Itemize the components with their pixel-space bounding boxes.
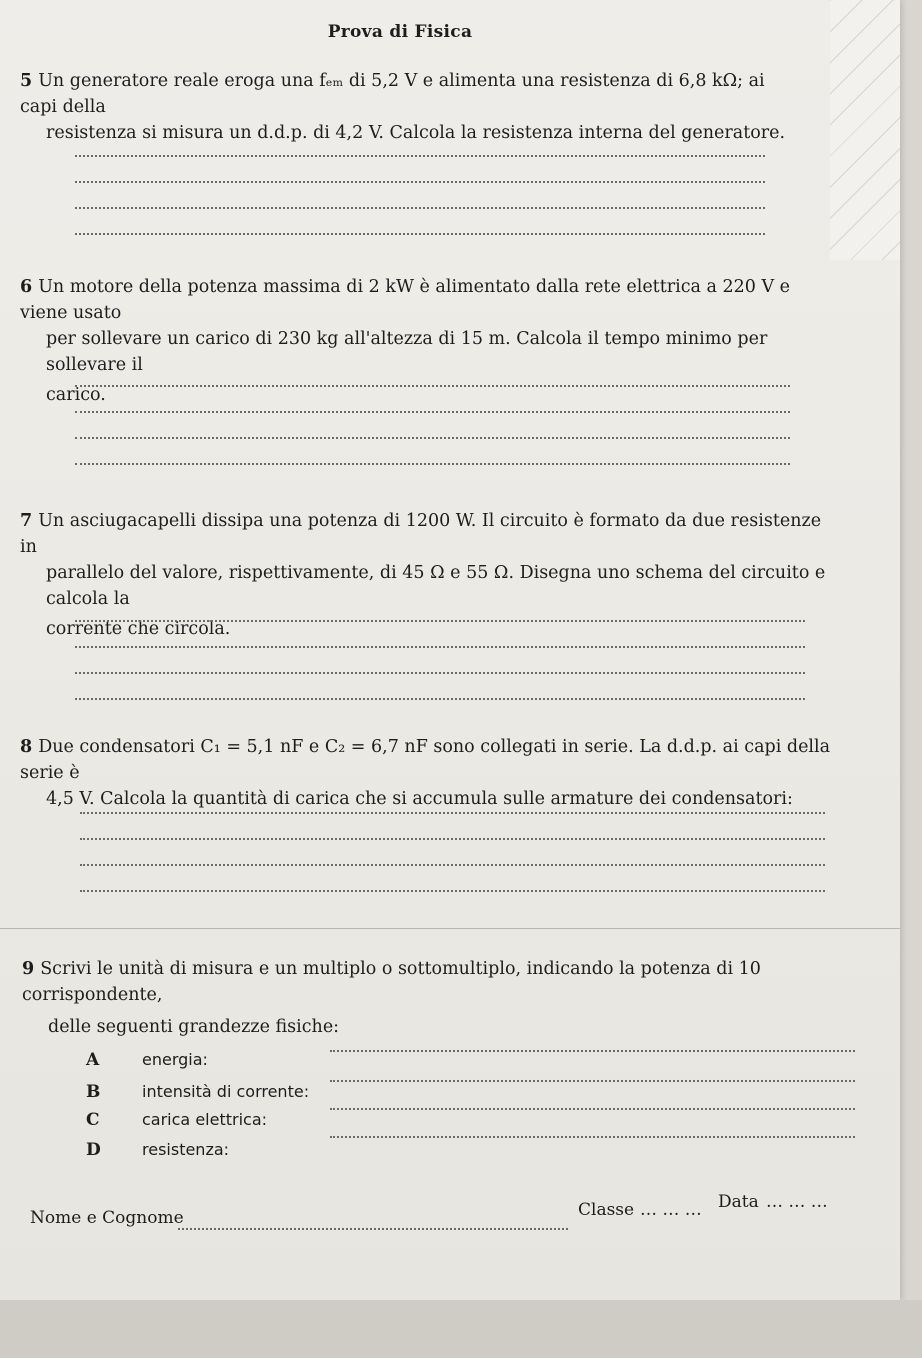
question-number: 9 — [22, 959, 35, 979]
table-surface — [0, 1300, 922, 1358]
date-label: Data — [718, 1192, 759, 1212]
question-line: Un motore della potenza massima di 2 kW è alimentato dalla rete elettrica a 220 V e viene usato — [20, 277, 791, 323]
question-text-line — [20, 508, 830, 560]
answer-line-b[interactable] — [330, 1080, 855, 1082]
class-label: Classe — [578, 1200, 635, 1220]
answer-line[interactable] — [80, 838, 825, 840]
answer-line[interactable] — [80, 890, 825, 892]
item-label: intensità di corrente: — [142, 1082, 310, 1101]
question-line: Un asciugacapelli dissipa una potenza di 1200 W. Il circuito è formato da due resistenze in — [20, 511, 822, 557]
question-line: resistenza si misura un d.d.p. di 4,2 V. Calcola la resistenza interna del generatore. — [46, 123, 786, 143]
question-number: 7 — [20, 511, 33, 531]
answer-line[interactable] — [75, 620, 805, 622]
question-text-line — [20, 274, 820, 326]
answer-line[interactable] — [80, 812, 825, 814]
question-line: Scrivi le unità di misura e un multiplo o sottomultiplo, indicando la potenza di 10 corrispondente, — [22, 959, 761, 1005]
question-6 — [20, 274, 820, 408]
item-label: carica elettrica: — [142, 1110, 268, 1129]
item-letter: A — [86, 1050, 100, 1070]
grid-paper-corner — [830, 0, 900, 260]
answer-line[interactable] — [75, 646, 805, 648]
answer-line[interactable] — [75, 698, 805, 700]
item-label: energia: — [142, 1050, 208, 1069]
answer-line[interactable] — [75, 411, 790, 413]
answer-line[interactable] — [75, 181, 765, 183]
question-line: Un generatore reale eroga una fₑₘ di 5,2 V e alimenta una resistenza di 6,8 kΩ; ai capi della — [20, 71, 765, 117]
question-line: delle seguenti grandezze fisiche: — [48, 1017, 340, 1037]
question-text-line — [20, 734, 850, 786]
question-text-line — [20, 120, 800, 146]
answer-line[interactable] — [75, 437, 790, 439]
item-label: resistenza: — [142, 1140, 230, 1159]
answer-line[interactable] — [75, 385, 790, 387]
item-letter: B — [86, 1082, 101, 1102]
answer-line[interactable] — [75, 155, 765, 157]
answer-line[interactable] — [80, 864, 825, 866]
question-text-line — [20, 560, 830, 612]
answer-line-c[interactable] — [330, 1108, 855, 1110]
item-letter: C — [86, 1110, 100, 1130]
question-text-line — [20, 786, 850, 812]
answer-line-a[interactable] — [330, 1050, 855, 1052]
question-line: corrente che circola. — [46, 619, 231, 639]
answer-line[interactable] — [75, 463, 790, 465]
question-8 — [20, 734, 850, 812]
question-text-line — [20, 326, 820, 378]
answer-line[interactable] — [75, 672, 805, 674]
answer-line-d[interactable] — [330, 1136, 855, 1138]
question-text-line — [22, 956, 882, 1008]
name-label: Nome e Cognome — [30, 1208, 184, 1228]
question-line: carico. — [46, 385, 106, 405]
question-number: 5 — [20, 71, 33, 91]
question-line: parallelo del valore, rispettivamente, di 45 Ω e 55 Ω. Disegna uno schema del circuito e calcola la — [46, 563, 826, 609]
item-letter: D — [86, 1140, 101, 1160]
page-title: Prova di Fisica — [327, 22, 473, 42]
question-text-line — [22, 1014, 882, 1040]
question-number: 6 — [20, 277, 33, 297]
question-line: Due condensatori C₁ = 5,1 nF e C₂ = 6,7 nF sono collegati in serie. La d.d.p. ai capi della serie è — [20, 737, 831, 783]
class-field[interactable]: … … … — [640, 1200, 702, 1220]
question-5 — [20, 68, 800, 146]
question-line: 4,5 V. Calcola la quantità di carica che si accumula sulle armature dei condensatori: — [46, 789, 793, 809]
answer-line[interactable] — [75, 207, 765, 209]
date-field[interactable]: … … … — [766, 1192, 828, 1212]
question-line: per sollevare un carico di 230 kg all'altezza di 15 m. Calcola il tempo minimo per sollevare il — [46, 329, 768, 375]
name-field[interactable] — [178, 1228, 568, 1230]
page-fold-divider — [0, 928, 900, 929]
answer-line[interactable] — [75, 233, 765, 235]
question-9 — [22, 956, 882, 1040]
question-number: 8 — [20, 737, 33, 757]
question-text-line — [20, 68, 800, 120]
